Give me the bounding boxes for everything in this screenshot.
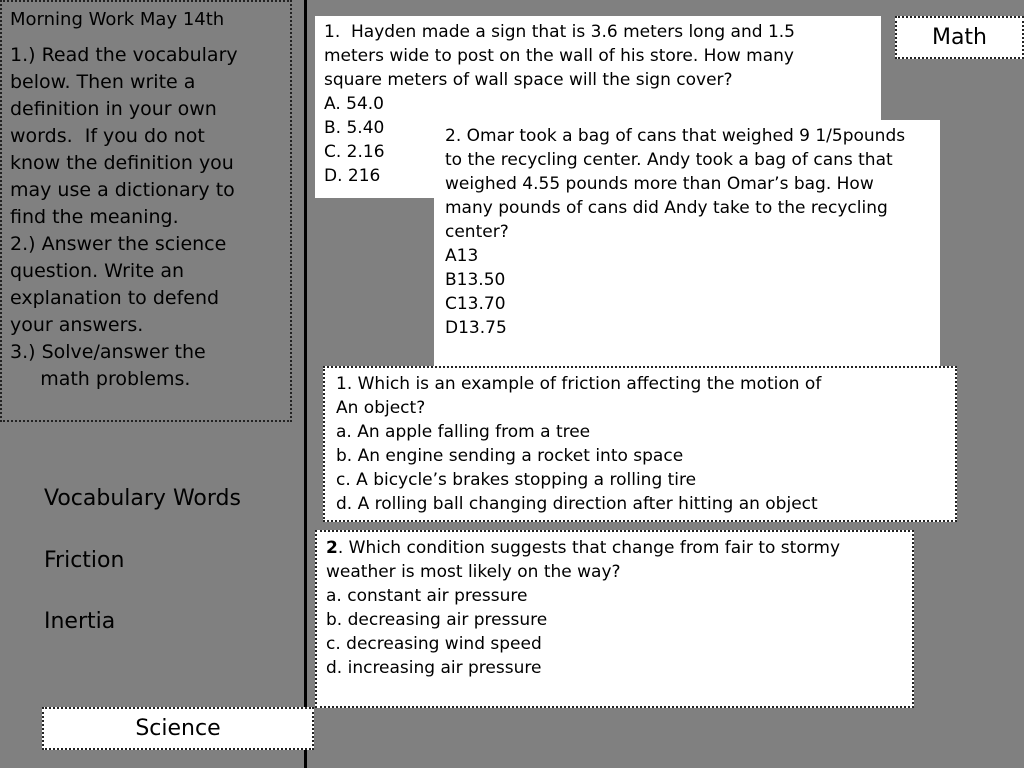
question-line: square meters of wall space will the sign cover? xyxy=(324,70,733,90)
question-line: center? xyxy=(445,222,509,242)
science-question-1 xyxy=(323,366,957,522)
instruction-line: definition in your own xyxy=(10,98,217,120)
instruction-line: know the definition you xyxy=(10,152,234,174)
question-number: 2 xyxy=(326,538,338,558)
instruction-line: your answers. xyxy=(10,314,144,336)
question-line xyxy=(326,536,903,560)
answer-choice: C. 2.16 xyxy=(324,142,385,162)
question-line: to the recycling center. Andy took a bag of cans that xyxy=(445,150,893,170)
question-text: . Which condition suggests that change from fair to stormy xyxy=(337,538,841,558)
vertical-divider xyxy=(304,0,307,768)
vocabulary-heading: Vocabulary Words xyxy=(44,486,241,511)
instruction-line: explanation to defend xyxy=(10,287,220,309)
question-line: many pounds of cans did Andy take to the recycling xyxy=(445,198,888,218)
answer-choice: a. An apple falling from a tree xyxy=(336,422,591,442)
question-line: 1. Which is an example of friction affecting the motion of xyxy=(336,374,822,394)
instructions-panel xyxy=(0,0,292,422)
math-label xyxy=(895,16,1024,59)
question-line: meters wide to post on the wall of his store. How many xyxy=(324,46,794,66)
instruction-line: below. Then write a xyxy=(10,71,196,93)
answer-choice: B. 5.40 xyxy=(324,118,385,138)
instructions-title: Morning Work May 14th xyxy=(10,9,225,30)
math-label-text: Math xyxy=(931,25,988,50)
question-line: 1. Hayden made a sign that is 3.6 meters long and 1.5 xyxy=(324,22,795,42)
question-line: 2. Omar took a bag of cans that weighed 9 1/5pounds xyxy=(445,126,906,146)
science-question-2 xyxy=(315,530,914,708)
vocabulary-word-friction: Friction xyxy=(44,548,125,573)
instruction-line: 1.) Read the vocabulary xyxy=(10,44,238,66)
math-question-2 xyxy=(434,120,940,370)
instruction-line: words. If you do not xyxy=(10,125,205,147)
question-line: An object? xyxy=(336,398,426,418)
instruction-line: 3.) Solve/answer the xyxy=(10,341,206,363)
answer-choice: a. constant air pressure xyxy=(326,586,528,606)
instruction-line: find the meaning. xyxy=(10,206,179,228)
answer-choice: b. decreasing air pressure xyxy=(326,610,548,630)
answer-choice: c. A bicycle’s brakes stopping a rolling tire xyxy=(336,470,697,490)
answer-choice: d. increasing air pressure xyxy=(326,658,542,678)
instruction-line: question. Write an xyxy=(10,260,185,282)
answer-choice: b. An engine sending a rocket into space xyxy=(336,446,684,466)
question-line: weather is most likely on the way? xyxy=(326,562,621,582)
science-label xyxy=(42,707,314,750)
answer-choice: d. A rolling ball changing direction after hitting an object xyxy=(336,494,818,514)
answer-choice: A. 54.0 xyxy=(324,94,384,114)
answer-choice: c. decreasing wind speed xyxy=(326,634,542,654)
answer-choice: D. 216 xyxy=(324,166,381,186)
instruction-line: math problems. xyxy=(10,368,191,390)
answer-choice: A13 xyxy=(445,246,479,266)
science-label-text: Science xyxy=(135,716,221,741)
instruction-line: 2.) Answer the science xyxy=(10,233,227,255)
answer-choice: C13.70 xyxy=(445,294,506,314)
question-line: weighed 4.55 pounds more than Omar’s bag. How xyxy=(445,174,874,194)
vocabulary-word-inertia: Inertia xyxy=(44,609,116,634)
answer-choice: B13.50 xyxy=(445,270,506,290)
instruction-line: may use a dictionary to xyxy=(10,179,235,201)
answer-choice: D13.75 xyxy=(445,318,507,338)
